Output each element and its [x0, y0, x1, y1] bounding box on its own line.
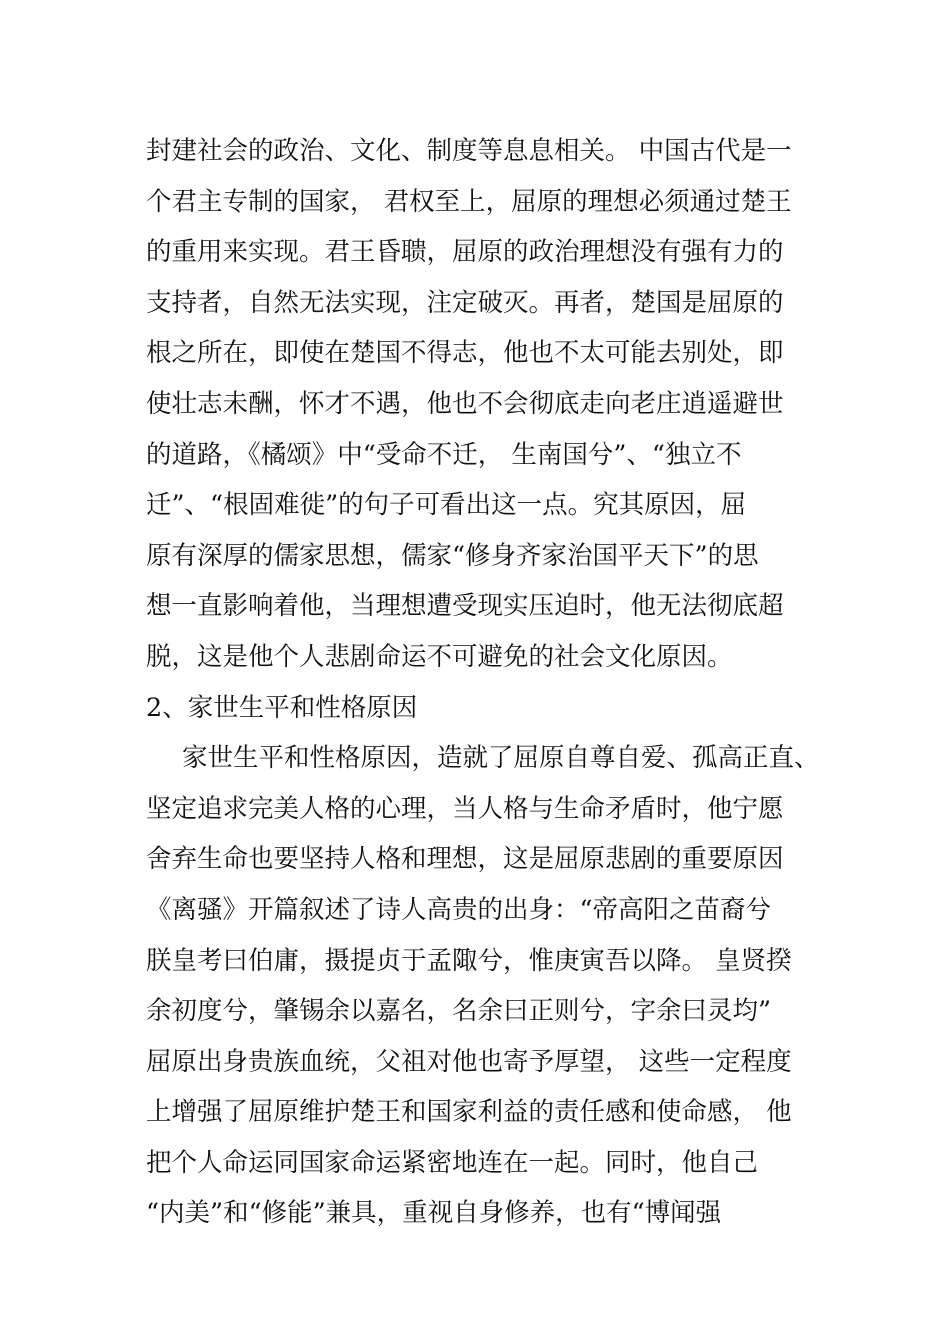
section-heading: 2、家世生平和性格原因 — [146, 692, 418, 723]
text-line: 把个人命运同国家命运紧密地连在一起。同时，他自己 — [146, 1147, 759, 1178]
text-line: 朕皇考曰伯庸，摄提贞于孟陬兮，惟庚寅吾以降。 皇贤揆 — [146, 945, 792, 976]
text-line: 使壮志未酬，怀才不遇，他也不会彻底走向老庄逍遥避世 — [146, 388, 784, 419]
text-line: 家世生平和性格原因，造就了屈原自尊自爱、孤高正直、 — [182, 743, 820, 774]
text-line: 个君主专制的国家， 君权至上，屈原的理想必须通过楚王 — [146, 186, 792, 217]
text-line: 《离骚》开篇叙述了诗人高贵的出身：“帝高阳之苗裔兮 — [146, 894, 772, 925]
text-line: 支持者，自然无法实现，注定破灭。再者，楚国是屈原的 — [146, 287, 784, 318]
text-line: 的重用来实现。君王昏聩，屈原的政治理想没有强有力的 — [146, 237, 784, 268]
text-line: 舍弃生命也要坚持人格和理想，这是屈原悲剧的重要原因 — [146, 844, 784, 875]
body-text — [146, 126, 826, 1239]
text-line: 想一直影响着他，当理想遭受现实压迫时，他无法彻底超 — [146, 591, 784, 622]
text-line: “内美”和“修能”兼具，重视自身修养，也有“博闻强 — [146, 1198, 722, 1229]
text-line: 的道路，《橘颂》中“受命不迁， 生南国兮”、“独立不 — [146, 439, 742, 470]
text-line: 封建社会的政治、文化、制度等息息相关。 中国古代是一 — [146, 136, 792, 166]
text-line: 屈原出身贵族血统，父祖对他也寄予厚望， 这些一定程度 — [146, 1046, 792, 1077]
text-line: 脱，这是他个人悲剧命运不可避免的社会文化原因。 — [146, 641, 733, 672]
text-line: 坚定追求完美人格的心理，当人格与生命矛盾时，他宁愿 — [146, 793, 784, 824]
text-line: 上增强了屈原维护楚王和国家利益的责任感和使命感， 他 — [146, 1097, 792, 1128]
text-line: 余初度兮，肇锡余以嘉名，名余曰正则兮，字余曰灵均” — [146, 996, 772, 1027]
text-line: 迁”、“根固难徙”的句子可看出这一点。究其原因，屈 — [146, 490, 747, 521]
text-line: 根之所在，即使在楚国不得志，他也不太可能去别处，即 — [146, 338, 784, 369]
text-line: 原有深厚的儒家思想，儒家“修身齐家治国平天下”的思 — [146, 540, 759, 571]
